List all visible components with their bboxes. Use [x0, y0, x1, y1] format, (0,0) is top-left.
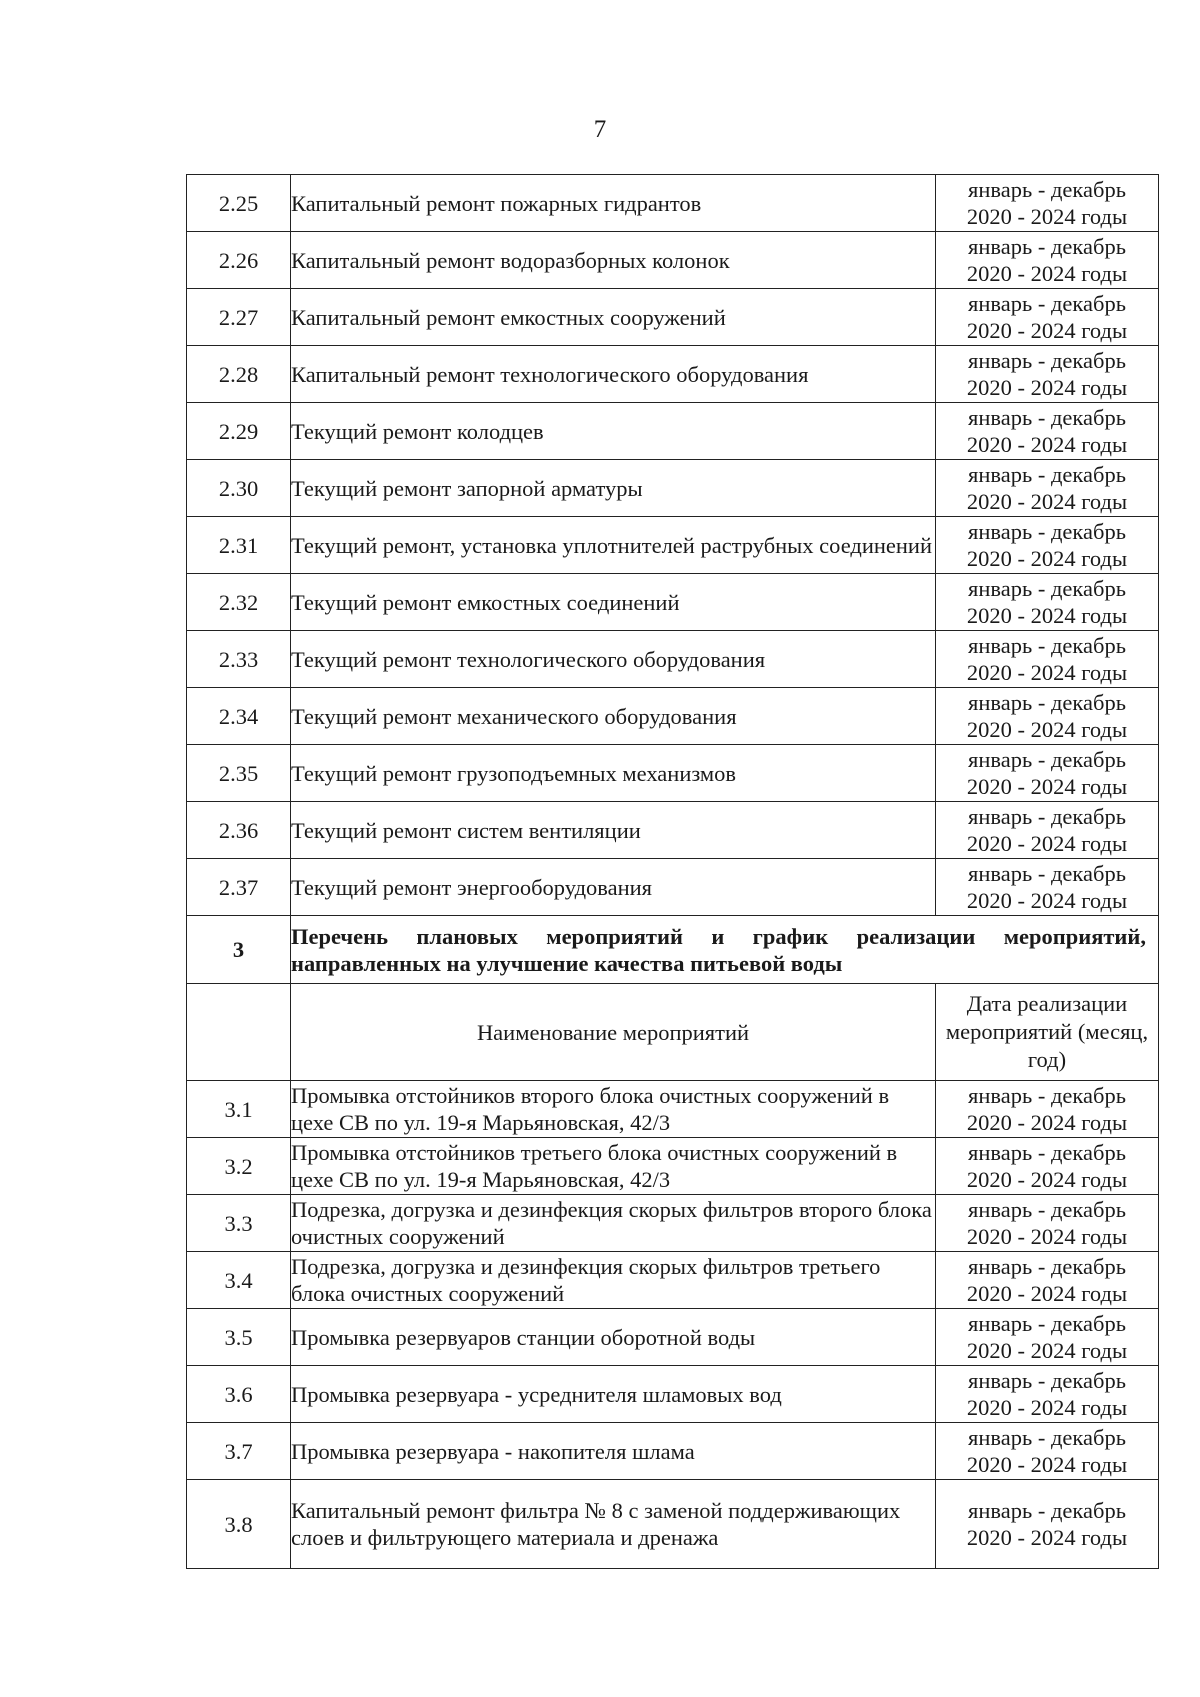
row-date: [936, 517, 1159, 574]
table-row: [187, 631, 1159, 688]
table-row: [187, 517, 1159, 574]
table-row: [187, 802, 1159, 859]
table-row: [187, 175, 1159, 232]
row-date-months: январь - декабрь: [968, 291, 1126, 316]
row-date-years: 2020 - 2024 годы: [966, 1167, 1128, 1192]
row-date-months: январь - декабрь: [968, 1425, 1126, 1450]
table-body-bottom: [187, 1081, 1159, 1569]
row-date-months: январь - декабрь: [968, 633, 1126, 658]
row-name: Капитальный ремонт пожарных гидрантов: [291, 175, 936, 232]
header-name-cell: Наименование мероприятий: [291, 984, 936, 1081]
row-number: 2.34: [187, 688, 291, 745]
row-date-months: январь - декабрь: [968, 1140, 1126, 1165]
row-date-years: 2020 - 2024 годы: [966, 660, 1128, 685]
row-date-months: январь - декабрь: [968, 1368, 1126, 1393]
table-row: [187, 1081, 1159, 1138]
row-date-years: 2020 - 2024 годы: [966, 432, 1128, 457]
row-number: 3.7: [187, 1423, 291, 1480]
table-header-row: [187, 984, 1159, 1081]
row-date: [936, 745, 1159, 802]
row-date: [936, 460, 1159, 517]
row-number: 2.31: [187, 517, 291, 574]
row-name: Текущий ремонт запорной арматуры: [291, 460, 936, 517]
row-date-years: 2020 - 2024 годы: [966, 888, 1128, 913]
row-name: Промывка отстойников третьего блока очистных сооружений в цехе СВ по ул. 19-я Марьяновская, 42/3: [291, 1138, 936, 1195]
row-date: [936, 232, 1159, 289]
row-name: Промывка резервуара - накопителя шлама: [291, 1423, 936, 1480]
row-date-months: январь - декабрь: [968, 861, 1126, 886]
row-date-months: январь - декабрь: [968, 177, 1126, 202]
row-name: Капитальный ремонт водоразборных колонок: [291, 232, 936, 289]
row-date-months: январь - декабрь: [968, 405, 1126, 430]
row-name: Текущий ремонт систем вентиляции: [291, 802, 936, 859]
row-date-years: 2020 - 2024 годы: [966, 831, 1128, 856]
row-name: Текущий ремонт емкостных соединений: [291, 574, 936, 631]
row-date: [936, 289, 1159, 346]
table-row: [187, 403, 1159, 460]
row-date-years: 2020 - 2024 годы: [966, 774, 1128, 799]
table-row: [187, 1366, 1159, 1423]
row-number: 3.6: [187, 1366, 291, 1423]
row-date: [936, 346, 1159, 403]
row-date: [936, 1138, 1159, 1195]
row-date-months: январь - декабрь: [968, 234, 1126, 259]
header-number-cell: [187, 984, 291, 1081]
row-date: [936, 1366, 1159, 1423]
row-number: 2.28: [187, 346, 291, 403]
row-name: Промывка отстойников второго блока очистных сооружений в цехе СВ по ул. 19-я Марьяновская, 42/3: [291, 1081, 936, 1138]
measures-table: [186, 174, 1159, 1569]
row-name: Промывка резервуара - усреднителя шламовых вод: [291, 1366, 936, 1423]
table-row: [187, 346, 1159, 403]
row-number: 3.5: [187, 1309, 291, 1366]
row-name: Подрезка, догрузка и дезинфекция скорых фильтров третьего блока очистных сооружений: [291, 1252, 936, 1309]
row-date-months: январь - декабрь: [968, 1197, 1126, 1222]
row-date: [936, 859, 1159, 916]
row-number: 2.36: [187, 802, 291, 859]
row-number: 3.3: [187, 1195, 291, 1252]
row-date: [936, 1480, 1159, 1569]
row-date-years: 2020 - 2024 годы: [966, 1338, 1128, 1363]
row-date-months: январь - декабрь: [968, 1083, 1126, 1108]
table-row: [187, 859, 1159, 916]
row-name: Текущий ремонт колодцев: [291, 403, 936, 460]
row-date-years: 2020 - 2024 годы: [966, 318, 1128, 343]
row-name: Текущий ремонт грузоподъемных механизмов: [291, 745, 936, 802]
row-name: Подрезка, догрузка и дезинфекция скорых фильтров второго блока очистных сооружений: [291, 1195, 936, 1252]
row-date: [936, 631, 1159, 688]
row-date-months: январь - декабрь: [968, 576, 1126, 601]
section-row: [187, 916, 1159, 984]
row-date: [936, 688, 1159, 745]
row-date-months: январь - декабрь: [968, 1498, 1126, 1523]
row-date: [936, 802, 1159, 859]
row-date-months: январь - декабрь: [968, 747, 1126, 772]
row-name: Текущий ремонт механического оборудования: [291, 688, 936, 745]
row-number: 2.32: [187, 574, 291, 631]
section-title: Перечень плановых мероприятий и график реализации мероприятий, направленных на улучшение качества питьевой воды: [291, 916, 1159, 984]
row-date-years: 2020 - 2024 годы: [966, 546, 1128, 571]
row-name: Капитальный ремонт технологического оборудования: [291, 346, 936, 403]
row-date-years: 2020 - 2024 годы: [966, 717, 1128, 742]
row-date-years: 2020 - 2024 годы: [966, 204, 1128, 229]
row-date-months: январь - декабрь: [968, 1254, 1126, 1279]
row-date-years: 2020 - 2024 годы: [966, 489, 1128, 514]
section-number: 3: [187, 916, 291, 984]
row-date: [936, 403, 1159, 460]
table-row: [187, 1195, 1159, 1252]
row-number: 2.25: [187, 175, 291, 232]
table-row: [187, 1138, 1159, 1195]
table-row: [187, 1309, 1159, 1366]
row-number: 3.8: [187, 1480, 291, 1569]
row-date: [936, 1252, 1159, 1309]
row-date-years: 2020 - 2024 годы: [966, 1110, 1128, 1135]
row-date: [936, 1195, 1159, 1252]
row-date-months: январь - декабрь: [968, 348, 1126, 373]
row-number: 3.2: [187, 1138, 291, 1195]
page-number: 7: [593, 116, 607, 143]
row-date-years: 2020 - 2024 годы: [966, 603, 1128, 628]
row-number: 2.30: [187, 460, 291, 517]
row-date-years: 2020 - 2024 годы: [966, 261, 1128, 286]
table-row: [187, 745, 1159, 802]
row-name: Капитальный ремонт емкостных сооружений: [291, 289, 936, 346]
table-row: [187, 574, 1159, 631]
row-date-months: январь - декабрь: [968, 1311, 1126, 1336]
section-3: [187, 916, 1159, 1081]
header-date-cell: Дата реализации мероприятий (месяц, год): [936, 984, 1159, 1081]
table-row: [187, 460, 1159, 517]
row-number: 2.35: [187, 745, 291, 802]
row-name: Текущий ремонт технологического оборудования: [291, 631, 936, 688]
row-date-years: 2020 - 2024 годы: [966, 1525, 1128, 1550]
table-row: [187, 232, 1159, 289]
row-date-months: январь - декабрь: [968, 519, 1126, 544]
row-name: Текущий ремонт энергооборудования: [291, 859, 936, 916]
row-date-months: январь - декабрь: [968, 690, 1126, 715]
table-row: [187, 688, 1159, 745]
row-date-years: 2020 - 2024 годы: [966, 1395, 1128, 1420]
row-number: 2.33: [187, 631, 291, 688]
row-number: 2.37: [187, 859, 291, 916]
row-number: 3.1: [187, 1081, 291, 1138]
row-number: 2.26: [187, 232, 291, 289]
table-row: [187, 1252, 1159, 1309]
table-body-top: [187, 175, 1159, 916]
row-name: Капитальный ремонт фильтра № 8 с заменой поддерживающих слоев и фильтрующего материала и дренажа: [291, 1480, 936, 1569]
row-date: [936, 175, 1159, 232]
row-date-months: январь - декабрь: [968, 804, 1126, 829]
row-name: Промывка резервуаров станции оборотной воды: [291, 1309, 936, 1366]
table-row: [187, 1480, 1159, 1569]
table-row: [187, 289, 1159, 346]
table-row: [187, 1423, 1159, 1480]
row-date: [936, 1309, 1159, 1366]
row-number: 3.4: [187, 1252, 291, 1309]
row-date: [936, 1423, 1159, 1480]
row-date-years: 2020 - 2024 годы: [966, 375, 1128, 400]
row-date: [936, 574, 1159, 631]
row-date-years: 2020 - 2024 годы: [966, 1281, 1128, 1306]
row-number: 2.27: [187, 289, 291, 346]
row-date-years: 2020 - 2024 годы: [966, 1452, 1128, 1477]
row-name: Текущий ремонт, установка уплотнителей раструбных соединений: [291, 517, 936, 574]
row-date-months: январь - декабрь: [968, 462, 1126, 487]
row-date-years: 2020 - 2024 годы: [966, 1224, 1128, 1249]
row-number: 2.29: [187, 403, 291, 460]
row-date: [936, 1081, 1159, 1138]
